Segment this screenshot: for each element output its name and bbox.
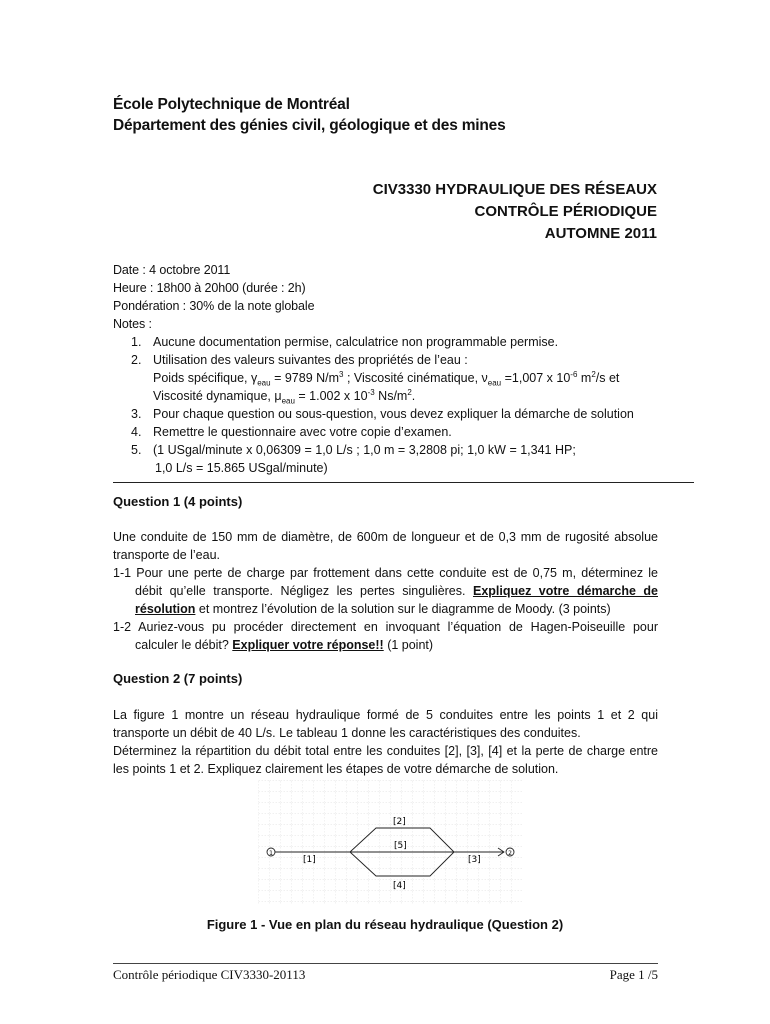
footer-page-number: Page 1 /5 (609, 967, 658, 982)
svg-text:2: 2 (508, 850, 512, 857)
exam-type: CONTRÔLE PÉRIODIQUE (474, 203, 657, 220)
svg-text:1: 1 (269, 850, 273, 857)
question-1-1: 1-1 Pour une perte de charge par frottement dans cette conduite est de 0,75 m, déterminez le débit qu’elle transporte. Négligez les pertes singulières. Expliquez votre démarche de résolution et montrez l’évolution de la solution sur le diagramme de Moody. (3 points) (113, 566, 658, 616)
notes-label: Notes : (113, 317, 152, 331)
question-1-2: 1-2 Auriez-vous pu procéder directement en invoquant l’équation de Hagen-Poiseuille pour calculer le débit? Expliquer votre réponse!! (1 point) (113, 620, 658, 652)
emphasis-underlined: Expliquez votre démarche de résolution (135, 584, 658, 616)
network-sketch-figure (258, 780, 522, 905)
pipe-1-label: [1] (303, 855, 316, 865)
question-1-body (113, 528, 658, 654)
department-name: Département des génies civil, géologique et des mines (113, 117, 506, 134)
course-block (373, 179, 657, 245)
pipe-2-label: [2] (393, 817, 406, 827)
footer-rule (113, 963, 658, 964)
exam-term: AUTOMNE 2011 (544, 225, 657, 242)
figure-caption: Figure 1 - Vue en plan du réseau hydraulique (Question 2) (206, 917, 564, 932)
question-2-body (113, 706, 658, 778)
grid-paper (258, 780, 522, 905)
emphasis-underlined: Expliquer votre réponse!! (232, 638, 384, 652)
exam-weight: Pondération : 30% de la note globale (113, 299, 315, 313)
question-1-title: Question 1 (4 points) (113, 494, 243, 509)
question-2-title: Question 2 (7 points) (113, 671, 243, 686)
pipe-5-label: [5] (394, 841, 407, 851)
pipe-4-label: [4] (393, 881, 406, 891)
exam-page: École Polytechnique de Montréal Département des génies civil, géologique et des mines CIV3330 HYDRAULIQUE DES RÉSEAUX CONTRÔLE PÉRIODIQUE AUTOMNE 2011 Date : 4 octobre 2011 Heure : 18h00 à 20h00 (durée : 2h) Pondération : 30% de la note globale Notes : 1. Aucune documentation permise, calculatrice non programmable permise. 2. Utilisation des valeurs suivantes des propriétés de l’eau : Poids spécifique, $\gamma_{eau} = 9789$ $N/m^3$ ; Viscosité cinématique, $\nu_{eau} =1,007$ x $10^{-6}$ $m^2/s$ et Viscosité dynamique, $\mu_{eau} = 1.002$ x $10^{-3}$ $Ns/m^2$. 3. Pour chaque question ou sous-question, vous devez expliquer la démarche de solution 4. Remettre le questionnaire avec votre copie d’examen. 5. (1 USgal/minute x 0,06309 = 1,0 L/s ; 1,0 m = 3,2808 pi; 1,0 kW = 1,341 HP; 1,0 L/s = 15.865 USgal/minute) Question 1 (4 points) Une conduite de 150 mm de diamètre, de 600m de longueur et de 0,3 mm de rugosité absolue transporte de l’eau. 1-1 Pour une perte de charge par frottement dans cette conduite est de 0,75 m, déterminez le débit qu’elle transporte. Négligez les pertes singulières. Expliquez votre démarche de résolution et montrez l’évolution de la solution sur le diagramme de Moody. (3 points) 1-2 Auriez-vous pu procéder directement en invoquant l’équation de Hagen-Poiseuille pour calculer le débit? Expliquer votre réponse!! (1 point) Question 2 (7 points) La figure 1 montre un réseau hydraulique formé de 5 conduites entre les points 1 et 2 qui transporte un débit de 40 L/s. Le tableau 1 donne les caractéristiques des conduites. Déterminez la répartition du débit total entre les conduites [2], [3], [4] et la perte de charge entre les points 1 et 2. Expliquez clairement les étapes de votre démarche de solution. 1 [1] [2] [5] [4] [3] 2 Figure 1 - Vue en plan du réseau hydraulique (Question 2) Contrôle périodique CIV3330-20113 Page 1 /5 (0, 0, 770, 1024)
section-divider (113, 482, 694, 483)
exam-date: Date : 4 octobre 2011 (113, 263, 231, 277)
question-2-para-2: Déterminez la répartition du débit total entre les conduites [2], [3], [4] et la perte de charge entre les points 1 et 2. Expliquez clairement les étapes de votre démarche de solution. (113, 744, 658, 776)
exam-time: Heure : 18h00 à 20h00 (durée : 2h) (113, 281, 306, 295)
question-2-para-1: La figure 1 montre un réseau hydraulique formé de 5 conduites entre les points 1 et 2 qui transporte un débit de 40 L/s. Le tableau 1 donne les caractéristiques des conduites. (113, 708, 658, 740)
pipe-outlet-label: [3] (468, 855, 481, 865)
school-name: École Polytechnique de Montréal (113, 96, 350, 113)
question-1-intro: Une conduite de 150 mm de diamètre, de 600m de longueur et de 0,3 mm de rugosité absolue transporte de l’eau. (113, 530, 658, 562)
footer-doc-title: Contrôle périodique CIV3330-20113 (113, 967, 306, 982)
course-title: CIV3330 HYDRAULIQUE DES RÉSEAUX (372, 181, 657, 198)
exam-info (113, 261, 314, 333)
